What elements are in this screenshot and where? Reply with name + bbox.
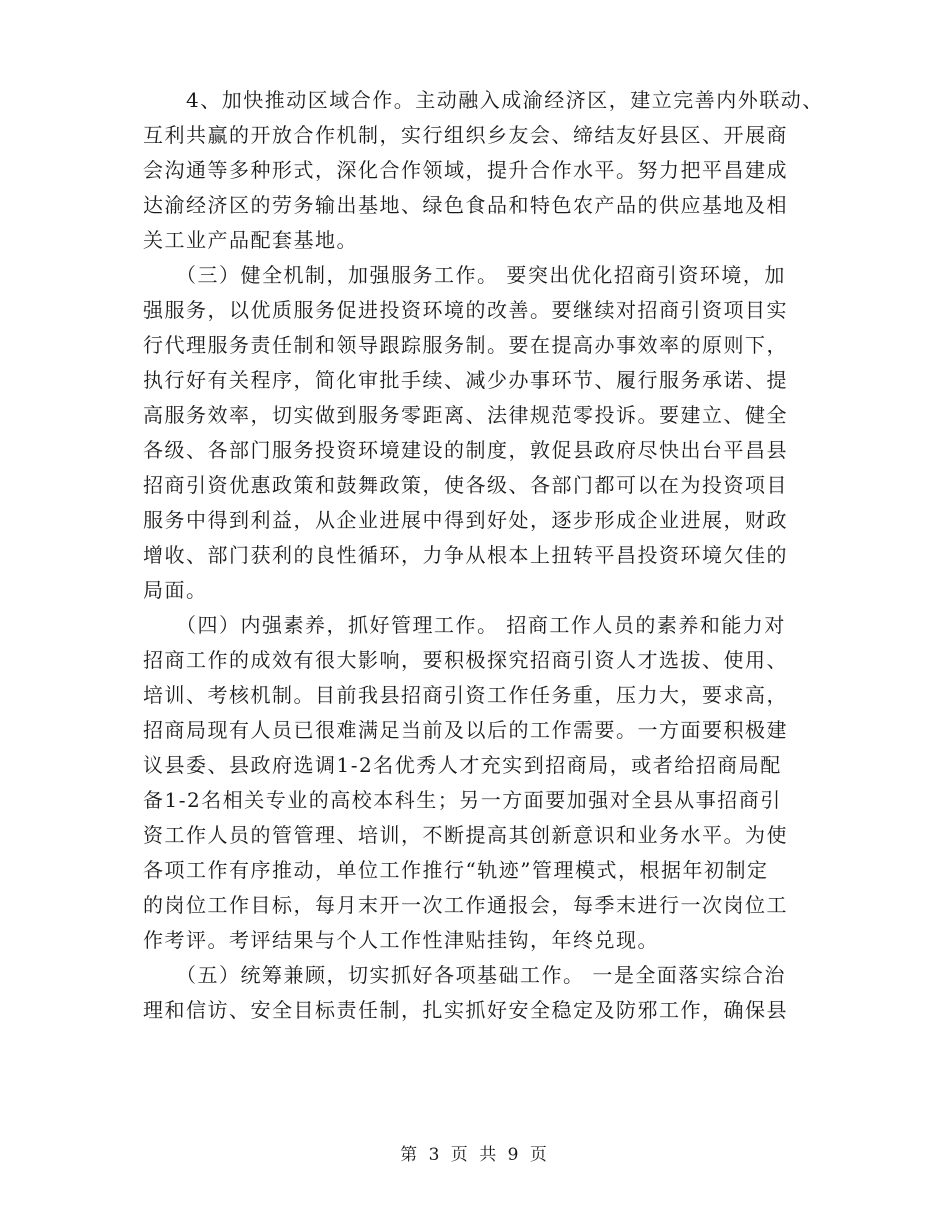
text-line: 会沟通等多种形式，深化合作领域，提升合作水平。努力把平昌建成 <box>143 158 788 182</box>
text-line: 作考评。考评结果与个人工作性津贴挂钩，年终兑现。 <box>143 928 659 952</box>
text-line: 高服务效率，切实做到服务零距离、法律规范零投诉。要建立、健全 <box>143 403 788 427</box>
text-line: 招商工作的成效有很大影响，要积极探究招商引资人才选拔、使用、 <box>143 648 788 672</box>
page-footer: 第 3 页 共 9 页 <box>400 1145 550 1165</box>
text-line: 理和信访、安全目标责任制，扎实抓好安全稳定及防邪工作，确保县 <box>143 998 788 1022</box>
document-body <box>143 83 824 1028</box>
paragraph <box>143 608 813 958</box>
text-line: 议县委、县政府选调1-2名优秀人才充实到招商局，或者给招商局配 <box>143 753 782 777</box>
text-line: 的岗位工作目标，每月末开一次工作通报会，每季末进行一次岗位工 <box>143 893 788 917</box>
text-line: 各级、各部门服务投资环境建设的制度，敦促县政府尽快出台平昌县 <box>143 438 788 462</box>
text-line: 增收、部门获利的良性循环，力争从根本上扭转平昌投资环境欠佳的 <box>143 543 788 567</box>
text-line: 4、加快推动区域合作。主动融入成渝经济区，建立完善内外联动、 <box>143 88 824 112</box>
text-line: 行代理服务责任制和领导跟踪服务制。要在提高办事效率的原则下， <box>143 333 788 357</box>
text-line: 强服务，以优质服务促进投资环境的改善。要继续对招商引资项目实 <box>143 298 788 322</box>
text-line: （五）统筹兼顾，切实抓好各项基础工作。 一是全面落实综合治 <box>143 963 786 987</box>
text-line: 局面。 <box>143 578 208 602</box>
text-line: 达渝经济区的劳务输出基地、绿色食品和特色农产品的供应基地及相 <box>143 193 788 217</box>
text-line: 备1-2名相关专业的高校本科生；另一方面要加强对全县从事招商引 <box>143 788 782 812</box>
text-line: 招商局现有人员已很难满足当前及以后的工作需要。一方面要积极建 <box>143 718 788 742</box>
text-line: 资工作人员的管管理、培训，不断提高其创新意识和业务水平。为使 <box>143 823 788 847</box>
paragraph <box>143 258 813 608</box>
text-line: （四）内强素养，抓好管理工作。 招商工作人员的素养和能力对 <box>143 613 786 637</box>
paragraph <box>143 958 813 1028</box>
text-line: 关工业产品配套基地。 <box>143 228 358 252</box>
text-line: 服务中得到利益，从企业进展中得到好处，逐步形成企业进展，财政 <box>143 508 788 532</box>
text-line: 互利共赢的开放合作机制，实行组织乡友会、缔结友好县区、开展商 <box>143 123 788 147</box>
text-line: 执行好有关程序，简化审批手续、减少办事环节、履行服务承诺、提 <box>143 368 788 392</box>
text-line: （三）健全机制，加强服务工作。 要突出优化招商引资环境，加 <box>143 263 786 287</box>
paragraph <box>143 83 824 258</box>
text-line: 各项工作有序推动，单位工作推行“轨迹”管理模式，根据年初制定 <box>143 858 769 882</box>
text-line: 招商引资优惠政策和鼓舞政策，使各级、各部门都可以在为投资项目 <box>143 473 788 497</box>
text-line: 培训、考核机制。目前我县招商引资工作任务重，压力大，要求高， <box>143 683 788 707</box>
